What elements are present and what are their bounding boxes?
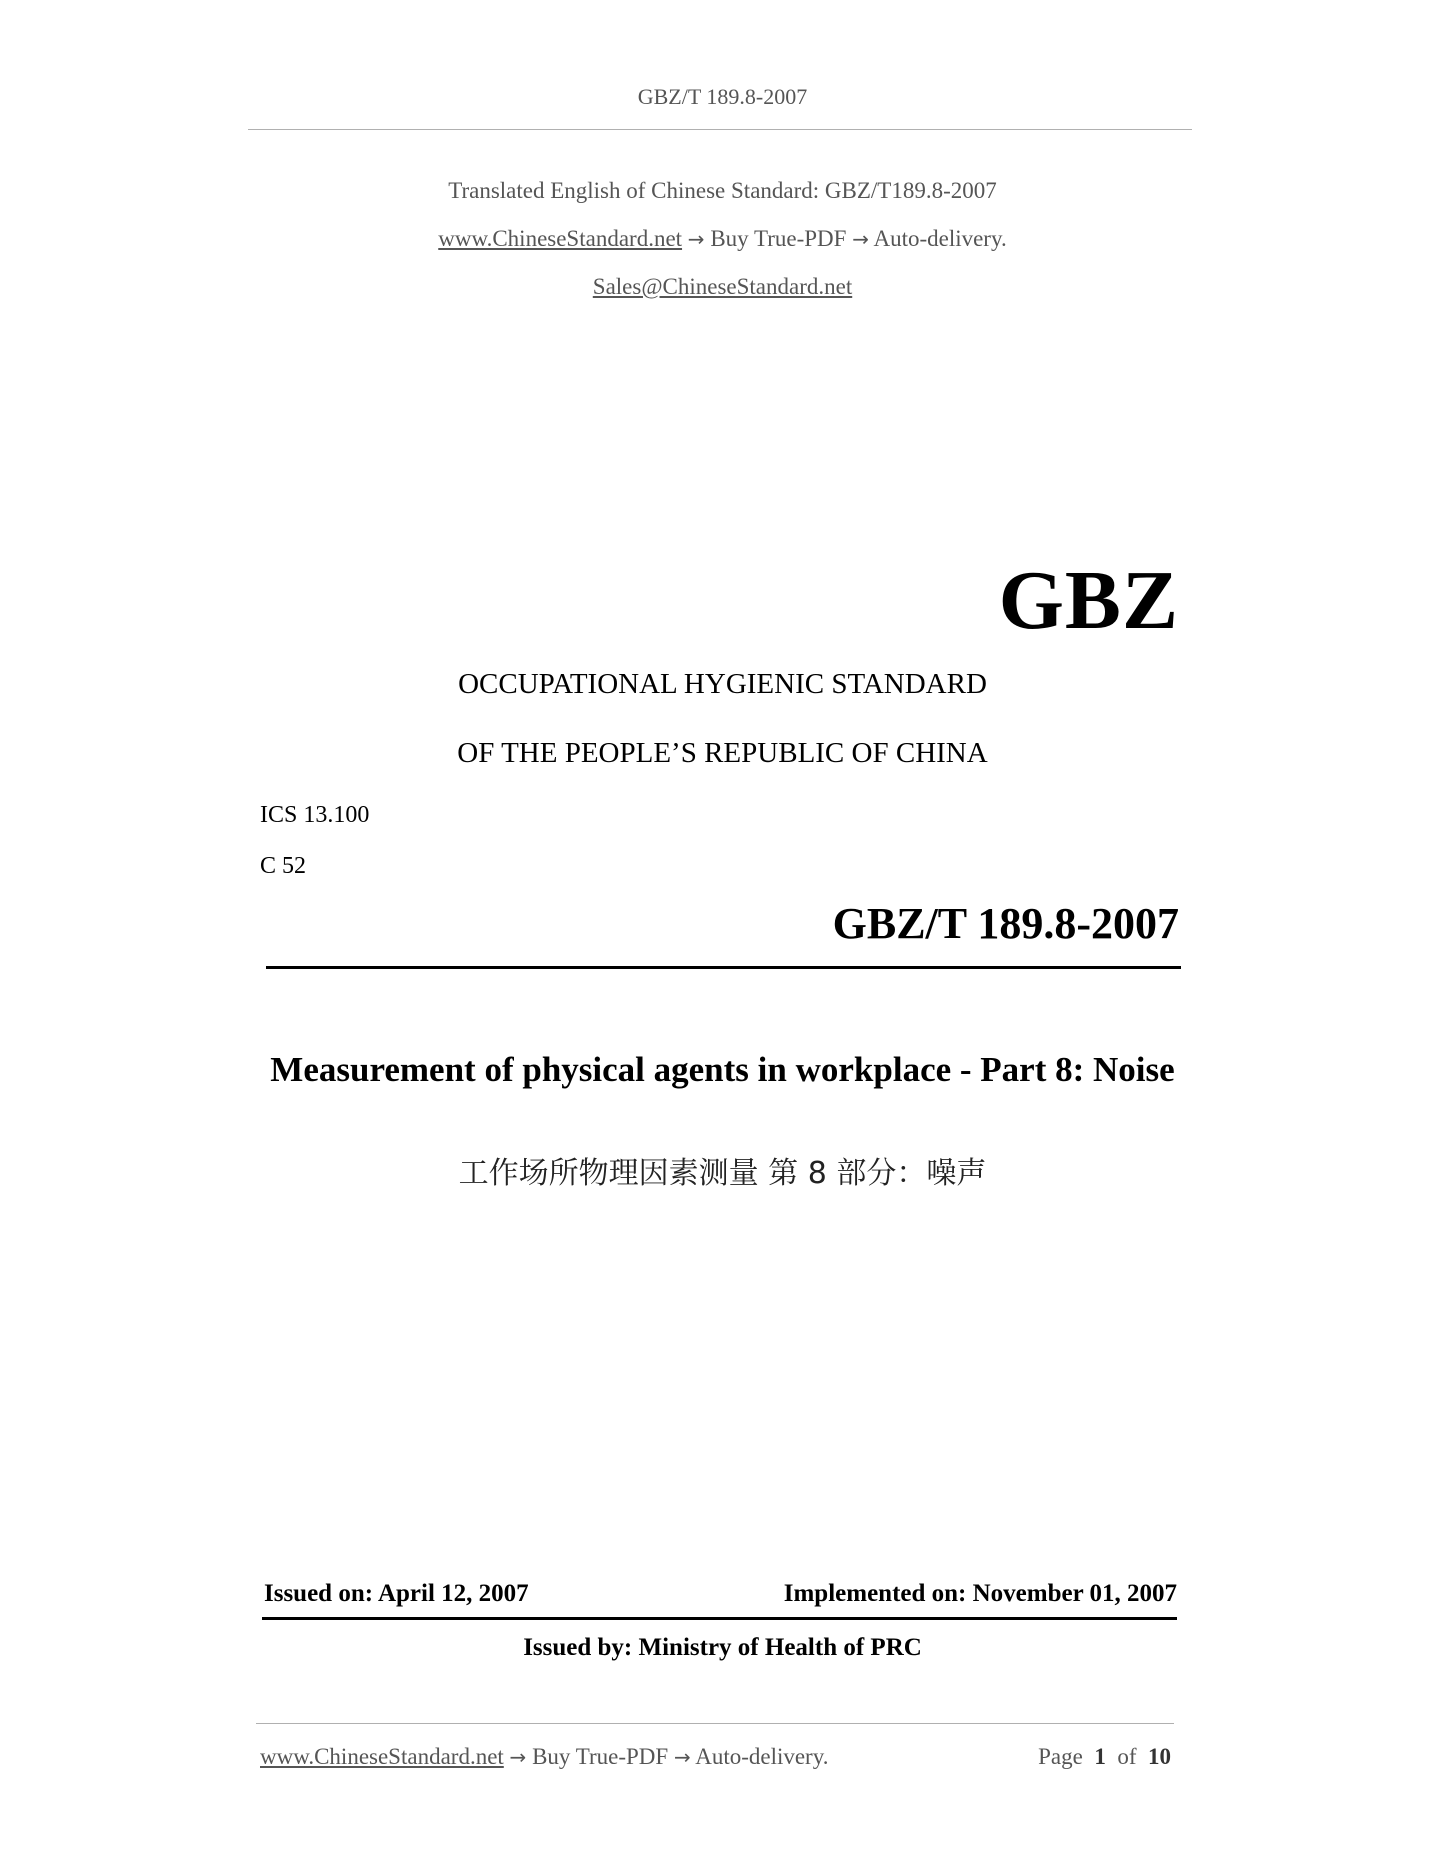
title-english: Measurement of physical agents in workplace - Part 8: Noise xyxy=(270,1050,1175,1089)
footer-site-link[interactable]: www.ChineseStandard.net xyxy=(260,1744,504,1769)
footer-promo xyxy=(260,1744,828,1770)
arrow-right-icon: → xyxy=(852,227,869,251)
gbz-mark: GBZ xyxy=(998,554,1179,647)
ccs-code: C 52 xyxy=(260,853,307,879)
sales-email-link[interactable]: Sales@ChineseStandard.net xyxy=(592,274,853,299)
ics-code: ICS 13.100 xyxy=(260,802,370,828)
arrow-right-icon: → xyxy=(509,1745,527,1769)
standard-divider xyxy=(266,966,1181,969)
page-of: of xyxy=(1117,1744,1137,1769)
buy-text: Buy True-PDF xyxy=(710,226,847,251)
footer-delivery-text: Auto-delivery. xyxy=(695,1744,829,1769)
email-line xyxy=(0,274,1445,300)
page-label: Page xyxy=(1038,1744,1083,1769)
standard-number: GBZ/T 189.8-2007 xyxy=(832,899,1179,948)
promo-line xyxy=(0,226,1445,252)
delivery-text: Auto-delivery. xyxy=(873,226,1007,251)
site-link[interactable]: www.ChineseStandard.net xyxy=(438,226,683,251)
page-total: 10 xyxy=(1148,1744,1171,1769)
issue-divider xyxy=(262,1617,1177,1620)
running-header: GBZ/T 189.8-2007 xyxy=(637,84,808,109)
org-line-1: OCCUPATIONAL HYGIENIC STANDARD xyxy=(458,668,987,700)
issued-by: Issued by: Ministry of Health of PRC xyxy=(523,1634,922,1661)
header-divider xyxy=(248,129,1192,130)
page-current: 1 xyxy=(1094,1744,1106,1769)
footer-divider xyxy=(256,1723,1174,1724)
title-chinese: 工作场所物理因素测量 第 8 部分：噪声 xyxy=(458,1156,987,1191)
org-line-2: OF THE PEOPLE’S REPUBLIC OF CHINA xyxy=(457,737,988,769)
issued-on-date: Issued on: April 12, 2007 xyxy=(264,1580,529,1607)
implemented-on-date: Implemented on: November 01, 2007 xyxy=(783,1580,1177,1607)
page-indicator xyxy=(1038,1744,1171,1770)
translated-notice: Translated English of Chinese Standard: GBZ/T189.8-2007 xyxy=(448,178,997,203)
footer-buy-text: Buy True-PDF xyxy=(532,1744,669,1769)
arrow-right-icon: → xyxy=(673,1745,691,1769)
arrow-right-icon: → xyxy=(687,227,705,251)
